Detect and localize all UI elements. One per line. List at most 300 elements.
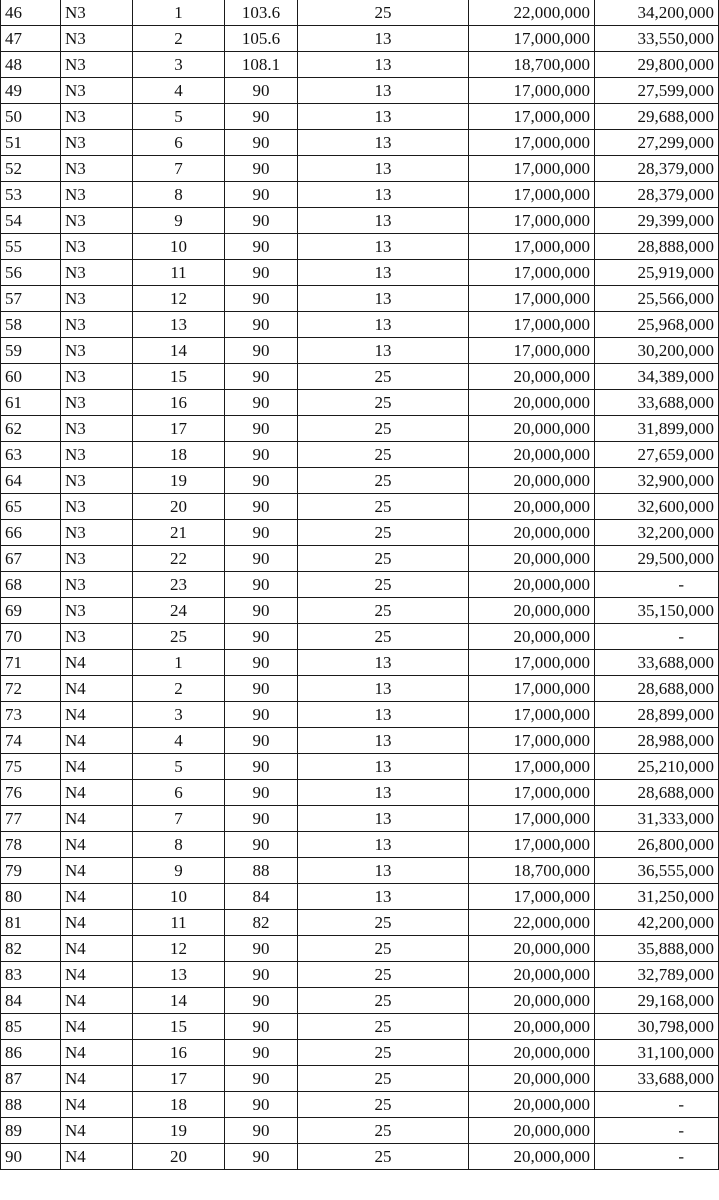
starting-price-cell: 20,000,000 <box>469 962 595 988</box>
block-cell: N4 <box>61 1014 133 1040</box>
block-cell: N4 <box>61 858 133 884</box>
width-cell: 25 <box>298 936 469 962</box>
starting-price-cell: 20,000,000 <box>469 390 595 416</box>
lot-number-cell: 6 <box>133 780 225 806</box>
starting-price-cell: 17,000,000 <box>469 312 595 338</box>
block-cell: N3 <box>61 260 133 286</box>
block-cell: N3 <box>61 26 133 52</box>
table-row <box>1 572 719 598</box>
block-cell: N3 <box>61 104 133 130</box>
width-cell: 25 <box>298 1066 469 1092</box>
winning-price-cell: 31,100,000 <box>595 1040 719 1066</box>
row-number-cell: 78 <box>1 832 61 858</box>
winning-price-cell: - <box>595 1118 719 1144</box>
winning-price-cell: 35,888,000 <box>595 936 719 962</box>
row-number-cell: 68 <box>1 572 61 598</box>
table-row <box>1 312 719 338</box>
width-cell: 25 <box>298 1144 469 1170</box>
winning-price-cell: 29,688,000 <box>595 104 719 130</box>
area-cell: 90 <box>225 1118 298 1144</box>
row-number-cell: 70 <box>1 624 61 650</box>
block-cell: N3 <box>61 494 133 520</box>
row-number-cell: 61 <box>1 390 61 416</box>
block-cell: N4 <box>61 780 133 806</box>
starting-price-cell: 20,000,000 <box>469 598 595 624</box>
table-row <box>1 1092 719 1118</box>
area-cell: 88 <box>225 858 298 884</box>
starting-price-cell: 17,000,000 <box>469 286 595 312</box>
width-cell: 13 <box>298 26 469 52</box>
lot-number-cell: 2 <box>133 26 225 52</box>
area-cell: 90 <box>225 624 298 650</box>
lot-number-cell: 16 <box>133 390 225 416</box>
block-cell: N4 <box>61 962 133 988</box>
winning-price-cell: 36,555,000 <box>595 858 719 884</box>
area-cell: 90 <box>225 572 298 598</box>
area-cell: 90 <box>225 260 298 286</box>
starting-price-cell: 17,000,000 <box>469 806 595 832</box>
area-cell: 90 <box>225 182 298 208</box>
width-cell: 25 <box>298 1092 469 1118</box>
lot-number-cell: 1 <box>133 650 225 676</box>
width-cell: 25 <box>298 988 469 1014</box>
row-number-cell: 46 <box>1 0 61 26</box>
block-cell: N4 <box>61 754 133 780</box>
table-row <box>1 182 719 208</box>
winning-price-cell: 35,150,000 <box>595 598 719 624</box>
starting-price-cell: 17,000,000 <box>469 234 595 260</box>
lot-number-cell: 11 <box>133 260 225 286</box>
starting-price-cell: 20,000,000 <box>469 546 595 572</box>
lot-number-cell: 19 <box>133 1118 225 1144</box>
winning-price-cell: 25,919,000 <box>595 260 719 286</box>
area-cell: 90 <box>225 546 298 572</box>
winning-price-cell: 28,888,000 <box>595 234 719 260</box>
winning-price-cell: 25,210,000 <box>595 754 719 780</box>
starting-price-cell: 17,000,000 <box>469 156 595 182</box>
lot-number-cell: 20 <box>133 494 225 520</box>
starting-price-cell: 20,000,000 <box>469 442 595 468</box>
starting-price-cell: 17,000,000 <box>469 780 595 806</box>
area-cell: 90 <box>225 988 298 1014</box>
starting-price-cell: 18,700,000 <box>469 52 595 78</box>
starting-price-cell: 20,000,000 <box>469 364 595 390</box>
area-cell: 90 <box>225 728 298 754</box>
row-number-cell: 76 <box>1 780 61 806</box>
lot-number-cell: 24 <box>133 598 225 624</box>
table-row <box>1 910 719 936</box>
block-cell: N3 <box>61 390 133 416</box>
width-cell: 13 <box>298 78 469 104</box>
winning-price-cell: 28,379,000 <box>595 156 719 182</box>
winning-price-cell: 28,379,000 <box>595 182 719 208</box>
winning-price-cell: 32,200,000 <box>595 520 719 546</box>
table-row <box>1 988 719 1014</box>
width-cell: 25 <box>298 494 469 520</box>
row-number-cell: 73 <box>1 702 61 728</box>
lot-number-cell: 8 <box>133 832 225 858</box>
winning-price-cell: 26,800,000 <box>595 832 719 858</box>
table-row <box>1 1040 719 1066</box>
winning-price-cell: 33,550,000 <box>595 26 719 52</box>
row-number-cell: 65 <box>1 494 61 520</box>
lot-number-cell: 18 <box>133 442 225 468</box>
lot-number-cell: 3 <box>133 702 225 728</box>
starting-price-cell: 17,000,000 <box>469 26 595 52</box>
area-cell: 90 <box>225 1066 298 1092</box>
table-row <box>1 234 719 260</box>
row-number-cell: 82 <box>1 936 61 962</box>
width-cell: 13 <box>298 884 469 910</box>
area-cell: 105.6 <box>225 26 298 52</box>
winning-price-cell: 33,688,000 <box>595 1066 719 1092</box>
winning-price-cell: 31,333,000 <box>595 806 719 832</box>
row-number-cell: 74 <box>1 728 61 754</box>
width-cell: 13 <box>298 130 469 156</box>
starting-price-cell: 17,000,000 <box>469 884 595 910</box>
winning-price-cell: 33,688,000 <box>595 650 719 676</box>
area-cell: 90 <box>225 520 298 546</box>
table-row <box>1 260 719 286</box>
block-cell: N3 <box>61 78 133 104</box>
block-cell: N4 <box>61 884 133 910</box>
table-row <box>1 546 719 572</box>
lot-number-cell: 21 <box>133 520 225 546</box>
winning-price-cell: 29,500,000 <box>595 546 719 572</box>
width-cell: 25 <box>298 364 469 390</box>
width-cell: 13 <box>298 208 469 234</box>
winning-price-cell: 32,600,000 <box>595 494 719 520</box>
width-cell: 25 <box>298 416 469 442</box>
starting-price-cell: 17,000,000 <box>469 260 595 286</box>
area-cell: 90 <box>225 780 298 806</box>
winning-price-cell: 32,789,000 <box>595 962 719 988</box>
winning-price-cell: 33,688,000 <box>595 390 719 416</box>
lot-number-cell: 17 <box>133 1066 225 1092</box>
area-cell: 90 <box>225 468 298 494</box>
width-cell: 13 <box>298 754 469 780</box>
row-number-cell: 77 <box>1 806 61 832</box>
row-number-cell: 80 <box>1 884 61 910</box>
area-cell: 90 <box>225 650 298 676</box>
row-number-cell: 58 <box>1 312 61 338</box>
table-body <box>1 0 719 1170</box>
area-cell: 90 <box>225 234 298 260</box>
block-cell: N4 <box>61 910 133 936</box>
area-cell: 90 <box>225 1092 298 1118</box>
winning-price-cell: - <box>595 1092 719 1118</box>
starting-price-cell: 22,000,000 <box>469 0 595 26</box>
row-number-cell: 79 <box>1 858 61 884</box>
width-cell: 25 <box>298 520 469 546</box>
area-cell: 84 <box>225 884 298 910</box>
area-cell: 90 <box>225 364 298 390</box>
starting-price-cell: 20,000,000 <box>469 468 595 494</box>
block-cell: N4 <box>61 702 133 728</box>
area-cell: 90 <box>225 832 298 858</box>
winning-price-cell: 27,659,000 <box>595 442 719 468</box>
starting-price-cell: 17,000,000 <box>469 130 595 156</box>
block-cell: N4 <box>61 1092 133 1118</box>
area-cell: 108.1 <box>225 52 298 78</box>
starting-price-cell: 17,000,000 <box>469 832 595 858</box>
starting-price-cell: 20,000,000 <box>469 572 595 598</box>
row-number-cell: 48 <box>1 52 61 78</box>
winning-price-cell: 32,900,000 <box>595 468 719 494</box>
lot-number-cell: 10 <box>133 884 225 910</box>
area-cell: 90 <box>225 390 298 416</box>
width-cell: 25 <box>298 572 469 598</box>
row-number-cell: 75 <box>1 754 61 780</box>
lot-number-cell: 4 <box>133 78 225 104</box>
block-cell: N3 <box>61 234 133 260</box>
block-cell: N3 <box>61 312 133 338</box>
table-row <box>1 104 719 130</box>
width-cell: 25 <box>298 1014 469 1040</box>
lot-number-cell: 10 <box>133 234 225 260</box>
winning-price-cell: - <box>595 1144 719 1170</box>
area-cell: 90 <box>225 104 298 130</box>
area-cell: 90 <box>225 676 298 702</box>
winning-price-cell: 29,399,000 <box>595 208 719 234</box>
block-cell: N3 <box>61 338 133 364</box>
row-number-cell: 69 <box>1 598 61 624</box>
block-cell: N3 <box>61 416 133 442</box>
lot-number-cell: 25 <box>133 624 225 650</box>
width-cell: 13 <box>298 650 469 676</box>
lot-number-cell: 11 <box>133 910 225 936</box>
row-number-cell: 84 <box>1 988 61 1014</box>
width-cell: 25 <box>298 390 469 416</box>
width-cell: 13 <box>298 676 469 702</box>
lot-number-cell: 9 <box>133 858 225 884</box>
winning-price-cell: 42,200,000 <box>595 910 719 936</box>
area-cell: 90 <box>225 338 298 364</box>
table-row <box>1 754 719 780</box>
row-number-cell: 90 <box>1 1144 61 1170</box>
row-number-cell: 51 <box>1 130 61 156</box>
table-row <box>1 806 719 832</box>
row-number-cell: 54 <box>1 208 61 234</box>
width-cell: 13 <box>298 260 469 286</box>
lot-number-cell: 1 <box>133 0 225 26</box>
starting-price-cell: 17,000,000 <box>469 338 595 364</box>
lot-number-cell: 3 <box>133 52 225 78</box>
area-cell: 90 <box>225 442 298 468</box>
winning-price-cell: 31,899,000 <box>595 416 719 442</box>
starting-price-cell: 20,000,000 <box>469 988 595 1014</box>
width-cell: 25 <box>298 624 469 650</box>
starting-price-cell: 17,000,000 <box>469 754 595 780</box>
block-cell: N4 <box>61 1118 133 1144</box>
winning-price-cell: 31,250,000 <box>595 884 719 910</box>
area-cell: 82 <box>225 910 298 936</box>
lot-number-cell: 16 <box>133 1040 225 1066</box>
table-row <box>1 702 719 728</box>
width-cell: 25 <box>298 442 469 468</box>
row-number-cell: 53 <box>1 182 61 208</box>
area-cell: 90 <box>225 754 298 780</box>
width-cell: 13 <box>298 312 469 338</box>
table-row <box>1 156 719 182</box>
width-cell: 25 <box>298 962 469 988</box>
table-row <box>1 624 719 650</box>
lot-number-cell: 13 <box>133 962 225 988</box>
area-cell: 90 <box>225 208 298 234</box>
starting-price-cell: 20,000,000 <box>469 624 595 650</box>
block-cell: N3 <box>61 182 133 208</box>
block-cell: N4 <box>61 1066 133 1092</box>
width-cell: 13 <box>298 286 469 312</box>
row-number-cell: 62 <box>1 416 61 442</box>
lot-number-cell: 14 <box>133 988 225 1014</box>
block-cell: N3 <box>61 624 133 650</box>
winning-price-cell: 34,389,000 <box>595 364 719 390</box>
block-cell: N4 <box>61 1040 133 1066</box>
area-cell: 90 <box>225 416 298 442</box>
table-row <box>1 390 719 416</box>
width-cell: 13 <box>298 702 469 728</box>
block-cell: N3 <box>61 52 133 78</box>
winning-price-cell: 29,800,000 <box>595 52 719 78</box>
width-cell: 13 <box>298 780 469 806</box>
winning-price-cell: 25,968,000 <box>595 312 719 338</box>
block-cell: N4 <box>61 988 133 1014</box>
area-cell: 90 <box>225 1040 298 1066</box>
row-number-cell: 47 <box>1 26 61 52</box>
lot-number-cell: 12 <box>133 286 225 312</box>
lot-number-cell: 8 <box>133 182 225 208</box>
width-cell: 25 <box>298 0 469 26</box>
row-number-cell: 66 <box>1 520 61 546</box>
width-cell: 13 <box>298 806 469 832</box>
width-cell: 25 <box>298 910 469 936</box>
table-row <box>1 728 719 754</box>
block-cell: N3 <box>61 130 133 156</box>
block-cell: N3 <box>61 546 133 572</box>
table-row <box>1 962 719 988</box>
lot-number-cell: 22 <box>133 546 225 572</box>
block-cell: N4 <box>61 832 133 858</box>
width-cell: 13 <box>298 156 469 182</box>
table-row <box>1 0 719 26</box>
table-row <box>1 936 719 962</box>
starting-price-cell: 20,000,000 <box>469 416 595 442</box>
starting-price-cell: 20,000,000 <box>469 936 595 962</box>
starting-price-cell: 17,000,000 <box>469 728 595 754</box>
winning-price-cell: 25,566,000 <box>595 286 719 312</box>
starting-price-cell: 17,000,000 <box>469 650 595 676</box>
row-number-cell: 64 <box>1 468 61 494</box>
winning-price-cell: 28,988,000 <box>595 728 719 754</box>
starting-price-cell: 17,000,000 <box>469 676 595 702</box>
table-row <box>1 494 719 520</box>
table-row <box>1 26 719 52</box>
row-number-cell: 88 <box>1 1092 61 1118</box>
area-cell: 90 <box>225 702 298 728</box>
winning-price-cell: 27,599,000 <box>595 78 719 104</box>
row-number-cell: 60 <box>1 364 61 390</box>
area-cell: 90 <box>225 156 298 182</box>
table-row <box>1 884 719 910</box>
width-cell: 25 <box>298 546 469 572</box>
row-number-cell: 55 <box>1 234 61 260</box>
row-number-cell: 72 <box>1 676 61 702</box>
starting-price-cell: 17,000,000 <box>469 182 595 208</box>
lot-number-cell: 2 <box>133 676 225 702</box>
starting-price-cell: 17,000,000 <box>469 702 595 728</box>
row-number-cell: 49 <box>1 78 61 104</box>
starting-price-cell: 18,700,000 <box>469 858 595 884</box>
table-row <box>1 130 719 156</box>
table-row <box>1 364 719 390</box>
width-cell: 25 <box>298 598 469 624</box>
row-number-cell: 67 <box>1 546 61 572</box>
width-cell: 25 <box>298 1118 469 1144</box>
starting-price-cell: 20,000,000 <box>469 520 595 546</box>
table-row <box>1 520 719 546</box>
area-cell: 103.6 <box>225 0 298 26</box>
row-number-cell: 87 <box>1 1066 61 1092</box>
starting-price-cell: 17,000,000 <box>469 78 595 104</box>
table-row <box>1 650 719 676</box>
table-row <box>1 1144 719 1170</box>
block-cell: N3 <box>61 286 133 312</box>
area-cell: 90 <box>225 1014 298 1040</box>
lot-number-cell: 12 <box>133 936 225 962</box>
starting-price-cell: 20,000,000 <box>469 494 595 520</box>
table-row <box>1 1118 719 1144</box>
lot-number-cell: 4 <box>133 728 225 754</box>
lot-number-cell: 17 <box>133 416 225 442</box>
row-number-cell: 83 <box>1 962 61 988</box>
table-row <box>1 208 719 234</box>
starting-price-cell: 20,000,000 <box>469 1092 595 1118</box>
width-cell: 13 <box>298 338 469 364</box>
winning-price-cell: 29,168,000 <box>595 988 719 1014</box>
area-cell: 90 <box>225 312 298 338</box>
table-row <box>1 676 719 702</box>
row-number-cell: 63 <box>1 442 61 468</box>
block-cell: N3 <box>61 468 133 494</box>
row-number-cell: 59 <box>1 338 61 364</box>
winning-price-cell: - <box>595 624 719 650</box>
lot-number-cell: 7 <box>133 156 225 182</box>
width-cell: 13 <box>298 832 469 858</box>
block-cell: N4 <box>61 650 133 676</box>
table-row <box>1 1014 719 1040</box>
winning-price-cell: 30,798,000 <box>595 1014 719 1040</box>
area-cell: 90 <box>225 598 298 624</box>
block-cell: N3 <box>61 364 133 390</box>
lot-number-cell: 15 <box>133 1014 225 1040</box>
block-cell: N4 <box>61 1144 133 1170</box>
area-cell: 90 <box>225 962 298 988</box>
starting-price-cell: 20,000,000 <box>469 1040 595 1066</box>
table-row <box>1 780 719 806</box>
starting-price-cell: 17,000,000 <box>469 104 595 130</box>
row-number-cell: 89 <box>1 1118 61 1144</box>
block-cell: N4 <box>61 806 133 832</box>
lot-number-cell: 14 <box>133 338 225 364</box>
block-cell: N3 <box>61 156 133 182</box>
row-number-cell: 50 <box>1 104 61 130</box>
area-cell: 90 <box>225 130 298 156</box>
starting-price-cell: 22,000,000 <box>469 910 595 936</box>
starting-price-cell: 20,000,000 <box>469 1144 595 1170</box>
table-row <box>1 598 719 624</box>
area-cell: 90 <box>225 494 298 520</box>
